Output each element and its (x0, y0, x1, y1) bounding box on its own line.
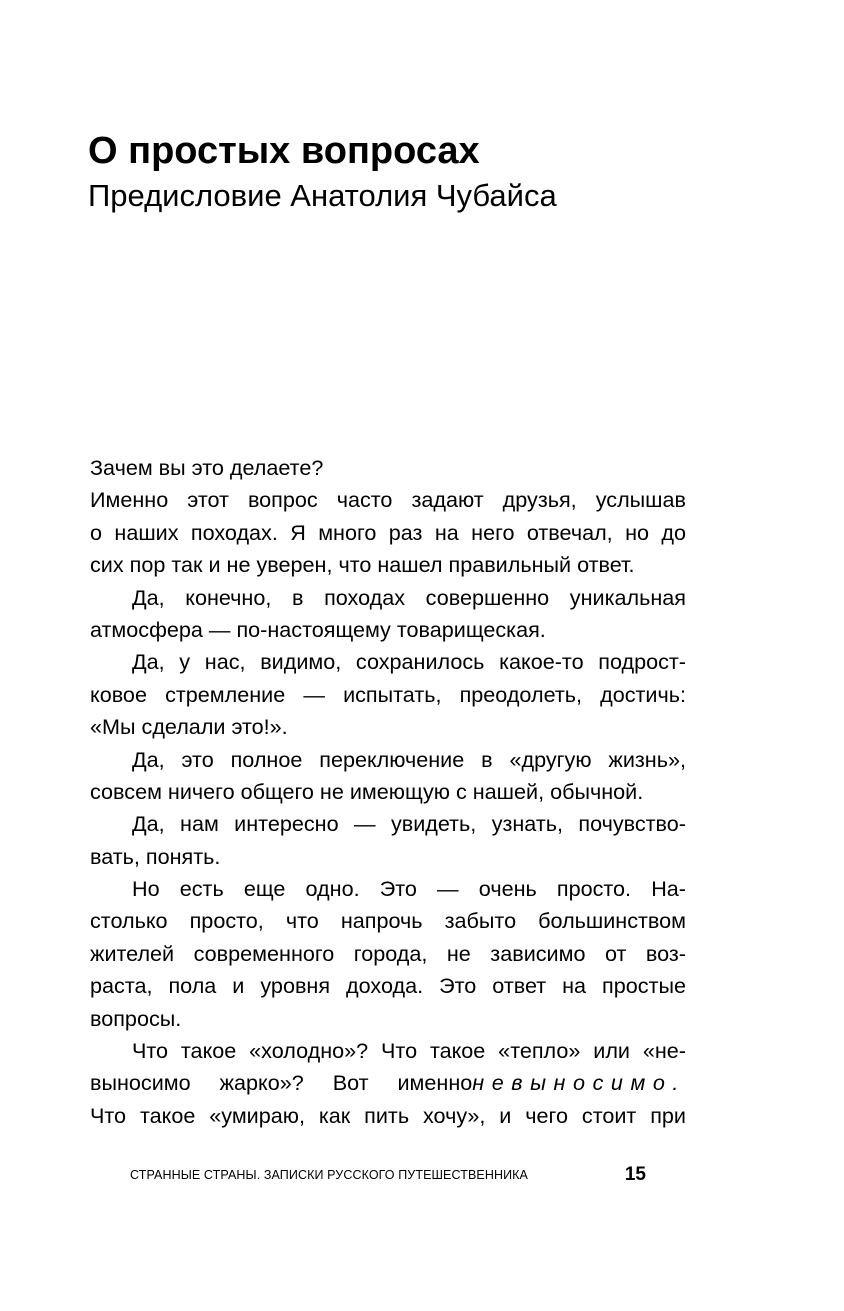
text-line: Да, у нас, видимо, сохранилось какое-то подрост- (132, 649, 686, 675)
text-line: вать, понять. (90, 843, 221, 869)
text-line: жителей современного города, не зависимо от воз- (90, 940, 686, 966)
page-footer (130, 1164, 646, 1188)
text-line: Что такое «холодно»? Что такое «тепло» или «не- (132, 1038, 686, 1064)
text-line: о наших походах. Я много раз на него отвечал, но до (90, 519, 686, 545)
text-line: Что такое «умираю, как пить хочу», и чего стоит при (90, 1102, 686, 1128)
text-line (90, 1067, 686, 1099)
text-line: ковое стремление — испытать, преодолеть, достичь: (90, 681, 686, 707)
text-line: Но есть еще одно. Это — очень просто. На- (132, 876, 686, 902)
page-number: 15 (624, 1164, 646, 1185)
chapter-title: О простых вопросах (88, 130, 480, 172)
text-line: «Мы сделали это!». (90, 714, 288, 740)
text-line: Да, это полное переключение в «другую жизнь», (132, 746, 686, 772)
text-line: Зачем вы это делаете? (90, 455, 324, 480)
running-title: СТРАННЫЕ СТРАНЫ. ЗАПИСКИ РУССКОГО ПУТЕШЕСТВЕННИКА (130, 1168, 528, 1182)
text-line: сих пор так и не уверен, что нашел правильный ответ. (90, 552, 635, 578)
text-line: столько просто, что напрочь забыто большинством (90, 908, 686, 934)
text-line: Да, конечно, в походах совершенно уникальная (132, 584, 686, 610)
text-line: вопросы. (90, 1005, 182, 1031)
chapter-subtitle: Предисловие Анатолия Чубайса (88, 178, 557, 213)
text-line: раста, пола и уровня дохода. Это ответ на простые (90, 973, 686, 999)
text-line: Да, нам интересно — увидеть, узнать, почувство- (132, 811, 686, 837)
text-line: совсем ничего общего не имеющую с нашей, обычной. (90, 778, 644, 804)
text-line: Именно этот вопрос часто задают друзья, услышав (90, 487, 686, 513)
text-line-part: выносимо жарко»? Вот именно (90, 1070, 473, 1096)
body-text (90, 452, 686, 1132)
text-line: атмосфера — по-настоящему товарищеская. (90, 616, 546, 642)
emphasized-word: невыносимо. (472, 1070, 686, 1096)
